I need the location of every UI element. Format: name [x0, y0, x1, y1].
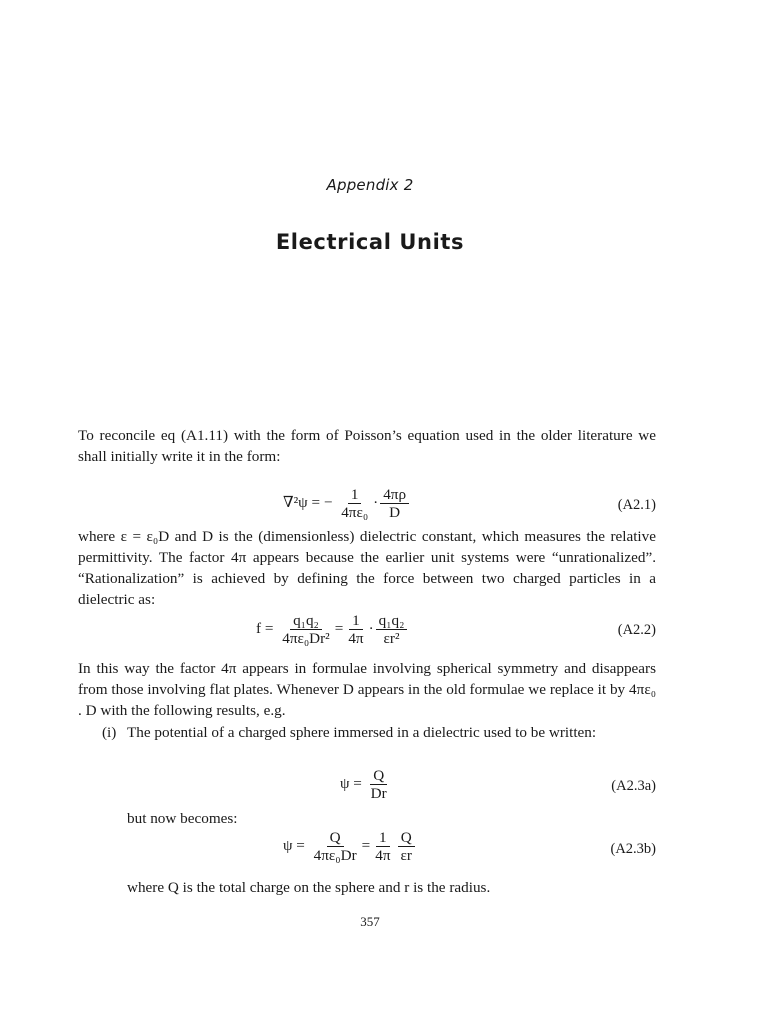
numerator: Q — [327, 830, 344, 847]
equation-lhs: f = — [256, 619, 274, 637]
fraction — [397, 830, 414, 863]
fraction — [279, 613, 333, 646]
equation-label: (A2.3a) — [611, 778, 656, 794]
denominator: 4π — [375, 847, 391, 864]
numerator: 1 — [348, 487, 362, 504]
equation-a2-3a — [340, 768, 392, 801]
page-number: 357 — [360, 914, 380, 929]
paragraph-but-now: but now becomes: — [127, 810, 238, 827]
numerator: q₁q₂ — [290, 613, 322, 630]
numerator: 1 — [376, 830, 390, 847]
denominator: εr — [400, 847, 412, 864]
numerator: 1 — [349, 613, 363, 630]
equation-label: (A2.1) — [617, 497, 656, 513]
equation-a2-1: ∇²ψ = − $\frac{1}{\text{4πε₀}}$ · $\frac{4\pi\rho}{D}$ — [283, 487, 411, 520]
equation-lhs: ∇²ψ = − — [283, 493, 333, 511]
denominator: Dr — [370, 785, 387, 802]
equation-label: (A2.2) — [617, 622, 656, 638]
denominator: εr² — [383, 630, 400, 647]
denominator: 4π — [348, 630, 364, 647]
paragraph-permittivity: where ε = ε₀D and D is the (dimensionless) dielectric constant, which measures the relative permittivity. The factor 4π appears because the earlier unit systems were “unrationalized”. “Rationalization” is achieved by defining the force between two charged particles in a dielectric as: — [78, 528, 656, 608]
fraction — [338, 487, 371, 520]
chapter-title: Electrical Units — [275, 230, 465, 254]
list-marker: (i) — [102, 724, 117, 741]
numerator: q₁q₂ — [376, 613, 408, 630]
numerator: 4πρ — [380, 487, 409, 504]
fraction — [380, 487, 409, 520]
fraction — [311, 830, 360, 863]
denominator: 4πε₀ — [341, 504, 369, 521]
denominator: 4πε₀Dr² — [282, 630, 330, 647]
equation-a2-3b: ψ = $\frac{Q}{\text{4πε₀Dr}}$ = $\frac{1}{4\pi}$ $\frac{Q}{\varepsilon r}$ — [283, 830, 417, 863]
fraction — [372, 830, 393, 863]
denominator: D — [389, 504, 401, 521]
equation-lhs: ψ = — [283, 836, 305, 854]
paragraph-intro: To reconcile eq (A1.11) with the form of Poisson’s equation used in the older literature we shall initially write it in the form: — [78, 427, 656, 465]
paragraph-spherical: In this way the factor 4π appears in formulae involving spherical symmetry and disappears from those involving flat plates. Whenever D appears in the old formulae we replace it by 4πε₀ . D with the following results, e.g. — [78, 660, 656, 719]
paragraph-where-q: where Q is the total charge on the sphere and r is the radius. — [127, 879, 491, 896]
fraction — [376, 613, 408, 646]
numerator: Q — [370, 768, 387, 785]
equation-a2-2: f = $\frac{\text{q₁q₂}}{\text{4πε₀Dr²}}$ = $\frac{1}{4\pi}$ · $\frac{\text{q₁q₂}}{\text{εr²}}$ — [256, 613, 409, 646]
numerator: Q — [398, 830, 415, 847]
appendix-label: Appendix 2 — [326, 176, 414, 194]
denominator: 4πε₀Dr — [313, 847, 357, 864]
fraction — [345, 613, 366, 646]
list-item-i: The potential of a charged sphere immersed in a dielectric used to be written: — [127, 724, 597, 741]
equation-label: (A2.3b) — [610, 841, 656, 857]
fraction — [368, 768, 390, 801]
equation-lhs: ψ = — [340, 774, 362, 792]
